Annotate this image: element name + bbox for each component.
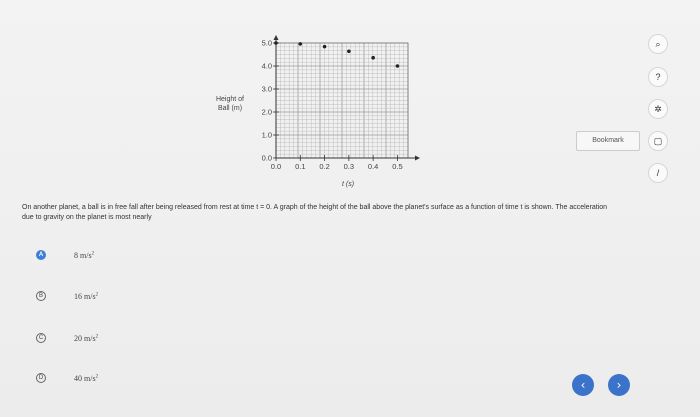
choice-c[interactable] [36, 331, 98, 345]
y-tick-label: 2.0 [261, 107, 272, 117]
help-icon[interactable]: ? [648, 67, 668, 87]
pen-icon[interactable]: / [648, 163, 668, 183]
data-point [298, 42, 302, 46]
x-tick-labels [271, 155, 403, 171]
y-axis-label-line2: Ball (m) [217, 105, 243, 112]
x-tick-label: 0.2 [319, 162, 330, 171]
choice-d-badge[interactable]: D [36, 373, 46, 383]
x-tick-label: 0.0 [270, 162, 282, 171]
previous-button[interactable]: ‹ [572, 374, 594, 396]
data-point [323, 45, 327, 49]
y-axis-arrow [274, 35, 279, 40]
y-tick-label: 5.0 [261, 38, 272, 48]
choice-d[interactable] [36, 371, 98, 385]
choice-b-badge[interactable]: B [36, 291, 46, 301]
x-tick-label: 0.4 [367, 162, 379, 171]
x-tick-label: 0.3 [343, 162, 355, 171]
choice-b[interactable] [36, 289, 98, 303]
next-button[interactable]: › [608, 374, 630, 396]
y-tick-label: 4.0 [261, 61, 272, 71]
choice-b-text: 16 $m/s^2$ [74, 291, 99, 301]
x-tick-label: 0.5 [392, 162, 403, 171]
data-point [396, 64, 400, 68]
x-axis-arrow [415, 156, 420, 161]
height-time-graph [200, 30, 440, 190]
choice-a-text: 8 $m/s^2$ [74, 250, 95, 260]
graph-grid [276, 43, 408, 158]
x-tick-label: 0.1 [295, 162, 306, 171]
x-axis-label: t (s) [341, 181, 355, 188]
y-tick-label: 3.0 [261, 84, 272, 94]
graph-axes [274, 35, 421, 161]
data-point [371, 56, 375, 60]
data-point [347, 49, 351, 53]
data-point [274, 41, 278, 45]
y-axis-label-line1: Height of [215, 96, 245, 103]
choice-a-badge[interactable]: A [36, 250, 46, 260]
graph-svg [200, 30, 440, 190]
choice-c-badge[interactable]: C [36, 333, 46, 343]
y-tick-label: 0.0 [261, 153, 272, 163]
choice-d-text: 40 $m/s^2$ [74, 373, 99, 383]
choice-c-text: 20 $m/s^2$ [74, 333, 99, 343]
settings-icon[interactable]: ✲ [648, 99, 668, 119]
bookmark-button[interactable]: Bookmark [576, 131, 640, 151]
choice-a[interactable] [36, 248, 94, 262]
question-text: On another planet, a ball is in free fall after being released from rest at time t = 0. A graph of the height of the ball above the planet's surface as a function of time t is shown. The acceleration due to gravity on the planet is most nearly [22, 204, 608, 221]
bookmark-icon[interactable]: ▢ [648, 131, 668, 151]
search-icon[interactable]: ⌕ [648, 34, 668, 54]
y-tick-label: 1.0 [261, 130, 272, 140]
